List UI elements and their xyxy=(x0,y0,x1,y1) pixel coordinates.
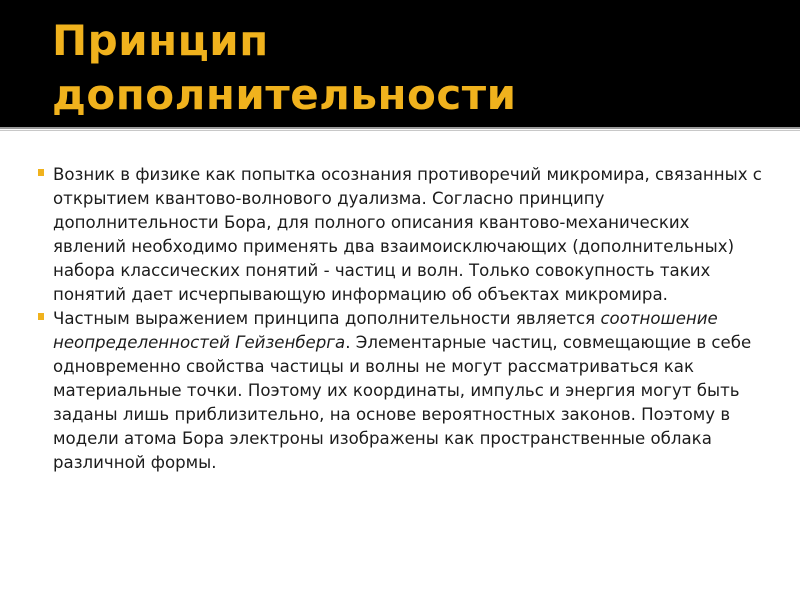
square-bullet-icon xyxy=(38,169,44,176)
slide-body xyxy=(36,163,766,475)
title-divider xyxy=(0,127,800,129)
bullet-item-1 xyxy=(36,163,766,307)
square-bullet-icon xyxy=(38,313,44,320)
title-divider-thin xyxy=(0,130,800,131)
bullet-2-text-before: Частным выражением принципа дополнительности является xyxy=(53,309,601,328)
bullet-2-emphasis: соотношение неопределенностей Гейзенберга xyxy=(53,309,718,352)
bullet-item-2 xyxy=(36,307,766,475)
slide-title-line-1: Принцип xyxy=(52,16,269,65)
bullet-1-text: Возник в физике как попытка осознания противоречий микромира, связанных с открытием квантово-волнового дуализма. Согласно принципу дополнительности Бора, для полного описания квантово-механических явлений необходимо применять два взаимоисключающих (дополнительных) набора классических понятий - частиц и волн. Только совокупность таких понятий дает исчерпывающую информацию об объектах микромира. xyxy=(53,165,762,304)
bullet-2-text-after: . Элементарные частиц, совмещающие в себе одновременно свойства частицы и волны не могут рассматриваться как материальные точки. Поэтому их координаты, импульс и энергия могут быть заданы лишь приблизительно, на основе вероятностных законов. Поэтому в модели атома Бора электроны изображены как пространственные облака различной формы. xyxy=(53,333,752,472)
title-bar xyxy=(0,0,800,127)
slide-title xyxy=(52,14,517,122)
slide-title-line-2: дополнительности xyxy=(52,70,517,119)
